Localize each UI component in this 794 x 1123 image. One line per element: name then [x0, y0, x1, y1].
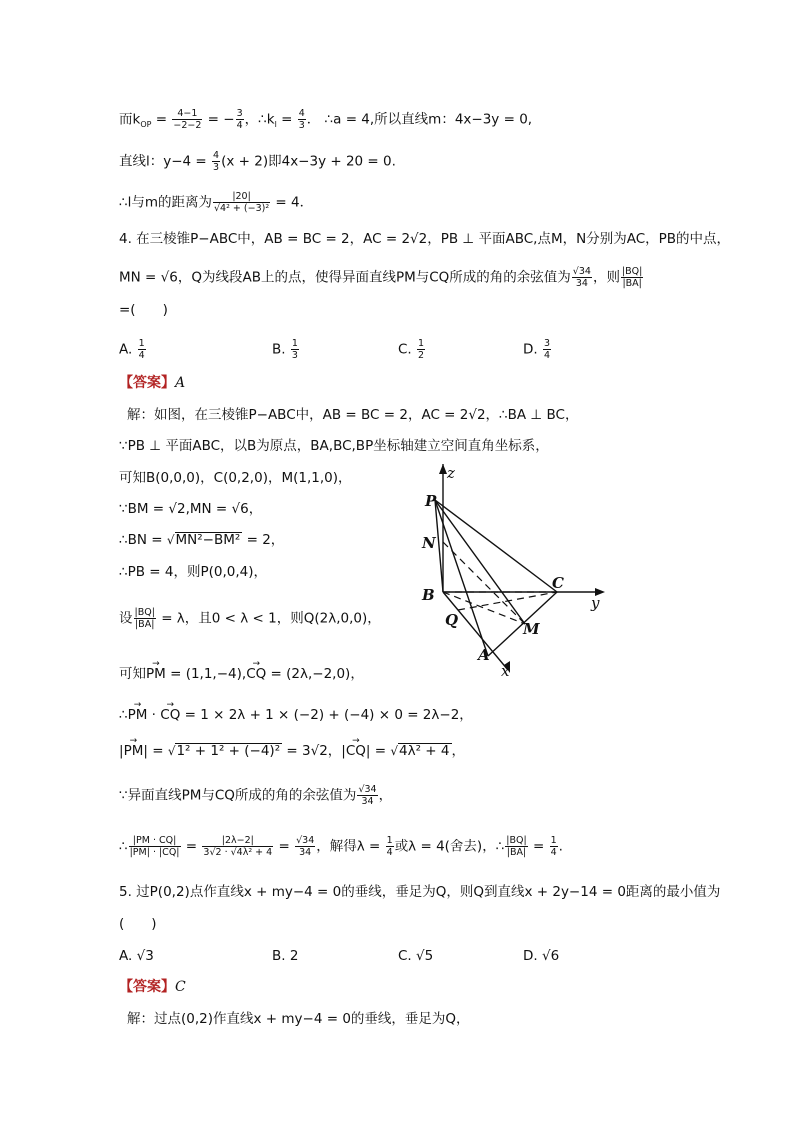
q5-option-a: A. √3: [119, 948, 154, 964]
solution-4-step-1: 解：如图，在三棱锥P−ABC中，AB = BC = 2，AC = 2√2，∴BA ⊥ BC，: [127, 407, 579, 423]
option-d: D. $\frac{3}{4}$: [523, 338, 551, 361]
solution-4-step-12: ∴ $\frac{|PM \cdot CQ|}{|PM| \cdot |CQ|}$ = $\frac{|2\lambda-2|}{\text{3√2 · √4λ² + 4}}$ = $\frac{√34}{34}$ ，解得λ = $\frac{1}{4}$ 或λ = 4(舍去)，∴ $\frac{|BQ|}{|BA|}$ = $\frac{1}{4}$ .: [119, 835, 563, 858]
solution-4-step-9: ∴→ PM · → CQ = 1 × 2λ + 1 × (−2) + (−4) × 0 = 2λ−2，: [119, 705, 473, 725]
solution-line-l: 直线l：y−4 = $\frac{4}{3}$ (x + 2)即4x−3y + 20 = 0.: [119, 150, 396, 173]
label-n: N: [422, 534, 436, 552]
question-5-blank: ( ): [119, 916, 157, 932]
edge-pc: [435, 500, 557, 592]
solution-4-step-2: ∵PB ⊥ 平面ABC，以B为原点，BA,BC,BP坐标轴建立空间直角坐标系，: [119, 438, 549, 454]
q5-option-c: C. √5: [398, 948, 434, 964]
q5-option-d: D. √6: [523, 948, 560, 964]
solution-4-step-5: ∴BN = √MN²−BM² = 2，: [119, 532, 285, 548]
tetrahedron-figure: [415, 462, 615, 682]
dashed-qc: [458, 592, 557, 610]
answer-5: 【答案】C: [119, 979, 186, 995]
edge-pm: [435, 500, 525, 624]
label-q: Q: [445, 611, 459, 629]
question-4-line-1: 4. 在三棱锥P−ABC中，AB = BC = 2，AC = 2√2，PB ⊥ 平面ABC,点M，N分别为AC，PB的中点，: [119, 231, 731, 247]
solution-4-step-4: ∵BM = √2,MN = √6，: [119, 501, 263, 517]
label-y: y: [591, 594, 600, 612]
q5-option-b: B. 2: [272, 948, 299, 964]
solution-4-step-3: 可知B(0,0,0)，C(0,2,0)，M(1,1,0)，: [119, 470, 352, 486]
solution-5-step-1: 解：过点(0,2)作直线x + my−4 = 0的垂线，垂足为Q，: [127, 1011, 470, 1027]
fraction: $\frac{4-1}{-2-2}$: [173, 108, 202, 131]
solution-4-step-7: 设 $\frac{|BQ|}{|BA|}$ = λ，且0 < λ < 1，则Q(2λ,0,0)，: [119, 607, 381, 630]
label-b: B: [422, 586, 435, 604]
solution-line-kop: 而$k_{OP}$ = $\frac{4-1}{-2-2}$ = − $\frac{3}{4}$ ，$\therefore k_l$ = $\frac{4}{3}$ ． ∴a = 4,所以直线m：4x−3y = 0,: [119, 108, 533, 131]
option-b: B. $\frac{1}{3}$: [272, 338, 298, 361]
label-m: M: [523, 620, 540, 638]
question-4-blank: =( ): [119, 302, 168, 318]
label-c: C: [552, 574, 564, 592]
question-4-line-2: MN = √6，Q为线段AB上的点，使得异面直线PM与CQ所成的角的余弦值为 $\frac{√34}{34}$ ，则 $\frac{|BQ|}{|BA|}$: [119, 266, 643, 289]
x-axis: [443, 592, 508, 670]
option-a: A. $\frac{1}{4}$: [119, 338, 145, 361]
solution-line-distance: ∴l与m的距离为 $\frac{|20|}{\text{√4² + (−3)²}}$ = 4．: [119, 191, 314, 214]
solution-4-step-10: |→ PM| = √1² + 1² + (−4)² = 3√2，|→ CQ| = √4λ² + 4 ，: [119, 741, 465, 761]
z-arrow: [439, 464, 447, 474]
answer-4: 【答案】A: [119, 375, 186, 391]
label-x: x: [501, 662, 510, 680]
label-p: P: [425, 492, 437, 510]
label-a: A: [478, 646, 490, 664]
solution-4-step-8: 可知→ PM = (1,1,−4),→ CQ = (2λ,−2,0)，: [119, 664, 364, 684]
solution-4-step-6: ∴PB = 4，则P(0,0,4)，: [119, 564, 267, 580]
label-z: z: [447, 464, 455, 482]
solution-4-step-11: ∵异面直线PM与CQ所成的角的余弦值为 $\frac{√34}{34}$ ，: [119, 784, 393, 807]
question-5-line-1: 5. 过P(0,2)点作直线x + my−4 = 0的垂线，垂足为Q，则Q到直线x + 2y−14 = 0距离的最小值为: [119, 884, 721, 900]
option-c: C. $\frac{1}{2}$: [398, 338, 425, 361]
